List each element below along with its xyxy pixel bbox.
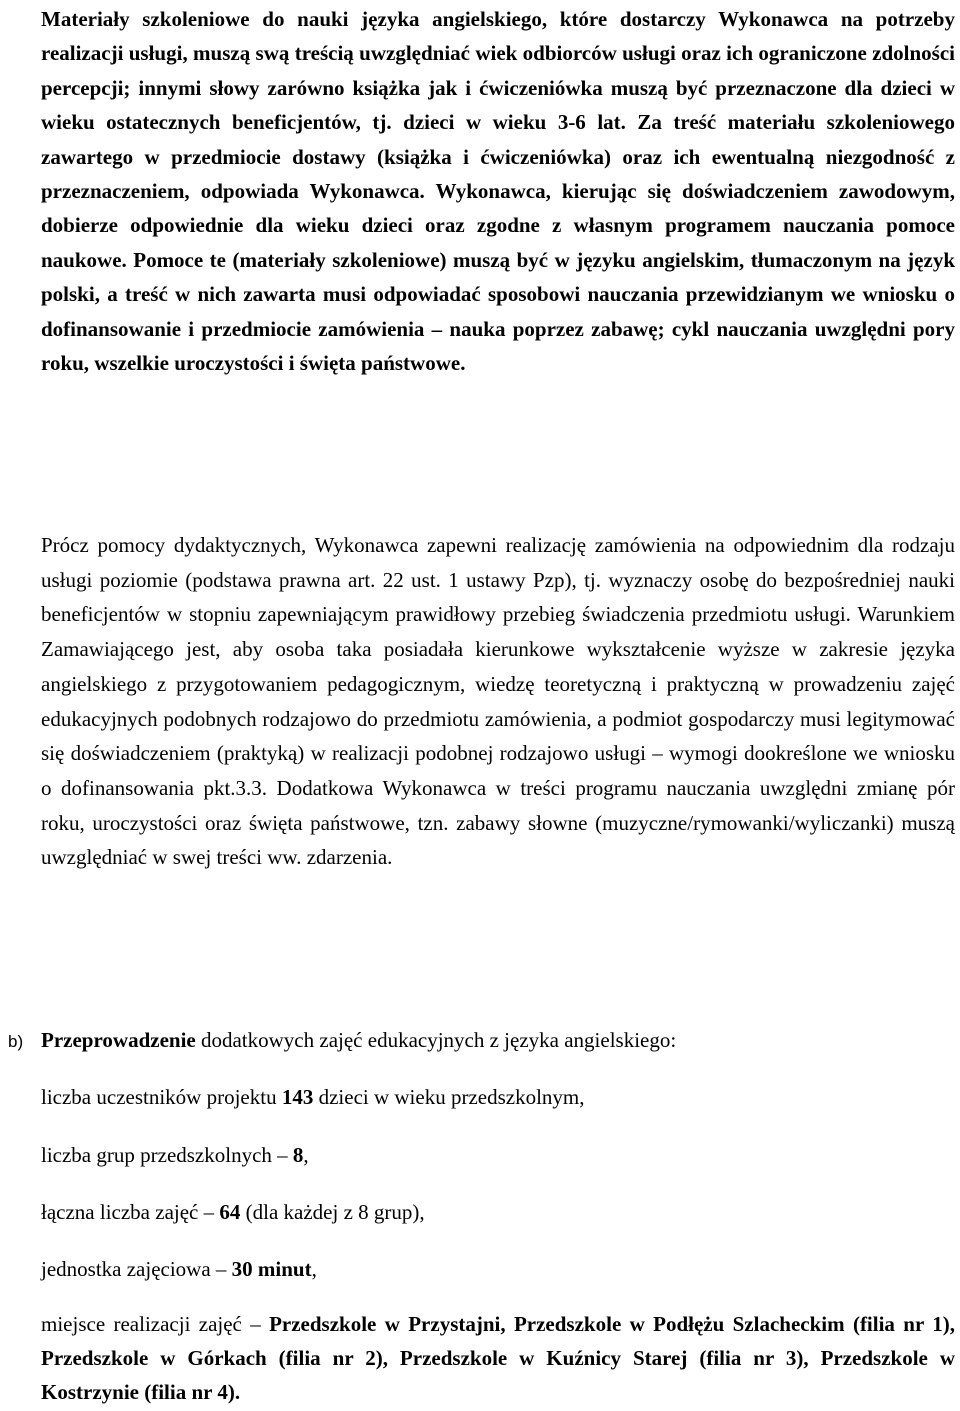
list-item-text: liczba grup przedszkolnych –: [41, 1143, 293, 1167]
list-item-text-tail: ,: [303, 1143, 309, 1167]
list-item-participants: [41, 1082, 955, 1112]
list-item-value: 8: [292, 1143, 304, 1167]
list-item-value: 30 minut: [231, 1257, 312, 1281]
list-item-location: [41, 1307, 955, 1409]
section-b-marker: b): [8, 1032, 24, 1051]
list-item-value: Przedszkole w Przystajni, Przedszkole w Podłężu Szlacheckim (filia nr 1), Przedszkole w Górkach (filia nr 2), Przedszkole w Kuźnicy Starej (filia nr 3), Przedszkole w Kostrzynie (filia nr 4).: [41, 1312, 955, 1404]
list-item-groups: [41, 1140, 955, 1170]
paragraph-materials: Materiały szkoleniowe do nauki języka angielskiego, które dostarczy Wykonawca na potrzeby realizacji usługi, muszą swą treścią uwzględniać wiek odbiorców usługi oraz ich ograniczone zdolności percepcji; innymi słowy zarówno książka jak i ćwiczeniówka muszą być przeznaczone dla dzieci w wieku ostatecznych beneficjentów, tj. dzieci w wieku 3-6 lat. Za treść materiału szkoleniowego zawartego w przedmiocie dostawy (książka i ćwiczeniówka) oraz ich ewentualną niezgodność z przeznaczeniem, odpowiada Wykonawca. Wykonawca, kierując się doświadczeniem zawodowym, dobierze odpowiednie dla wieku dzieci oraz zgodne z własnym programem nauczania pomoce naukowe. Pomoce te (materiały szkoleniowe) muszą być w języku angielskim, tłumaczonym na język polski, a treść w nich zawarta musi odpowiadać sposobowi nauczania przewidzianym we wniosku o dofinansowanie i przedmiocie zamówienia – nauka poprzez zabawę; cykl nauczania uwzględni pory roku, wszelkie uroczystości i święta państwowe.: [41, 7, 955, 376]
list-item-text: miejsce realizacji zajęć –: [41, 1312, 270, 1336]
list-item-text-tail: dzieci w wieku przedszkolnym,: [313, 1085, 585, 1109]
list-item-value: 64: [219, 1200, 241, 1224]
section-b-heading-bold: Przeprowadzenie: [41, 1028, 196, 1052]
list-item-classes: [41, 1197, 955, 1227]
paragraph-teaching-staff: Prócz pomocy dydaktycznych, Wykonawca zapewni realizację zamówienia na odpowiednim dla rodzaju usługi poziomie (podstawa prawna art. 22 ust. 1 ustawy Pzp), tj. wyznaczy osobę do bezpośredniej nauki beneficjentów w stopniu zapewniającym prawidłowy przebieg świadczenia przedmiotu usługi. Warunkiem Zamawiającego jest, aby osoba taka posiadała kierunkowe wykształcenie wyższe w zakresie języka angielskiego z przygotowaniem pedagogicznym, wiedzę teoretyczną i praktyczną w prowadzeniu zajęć edukacyjnych podobnych rodzajowo do przedmiotu zamówienia, a podmiot gospodarczy musi legitymować się doświadczeniem (praktyką) w realizacji podobnej rodzajowo usługi – wymogi dookreślone we wniosku o dofinansowania pkt.3.3. Dodatkowa Wykonawca w treści programu nauczania uwzględni zmianę pór roku, uroczystości oraz święta państwowe, tzn. zabawy słowne (muzyczne/rymowanki/wyliczanki) muszą uwzględniać w swej treści ww. zdarzenia.: [41, 533, 955, 870]
list-item-unit: [41, 1254, 955, 1284]
list-item-value: 143: [281, 1085, 314, 1109]
list-item-text: jednostka zajęciowa –: [41, 1257, 232, 1281]
list-item-text: łączna liczba zajęć –: [41, 1200, 220, 1224]
section-b-heading: [8, 1025, 958, 1057]
list-item-text-tail: ,: [311, 1257, 317, 1281]
list-item-text: liczba uczestników projektu: [41, 1085, 282, 1109]
list-item-text-tail: (dla każdej z 8 grup),: [240, 1200, 425, 1224]
section-b-heading-rest: dodatkowych zajęć edukacyjnych z języka angielskiego:: [195, 1028, 677, 1052]
